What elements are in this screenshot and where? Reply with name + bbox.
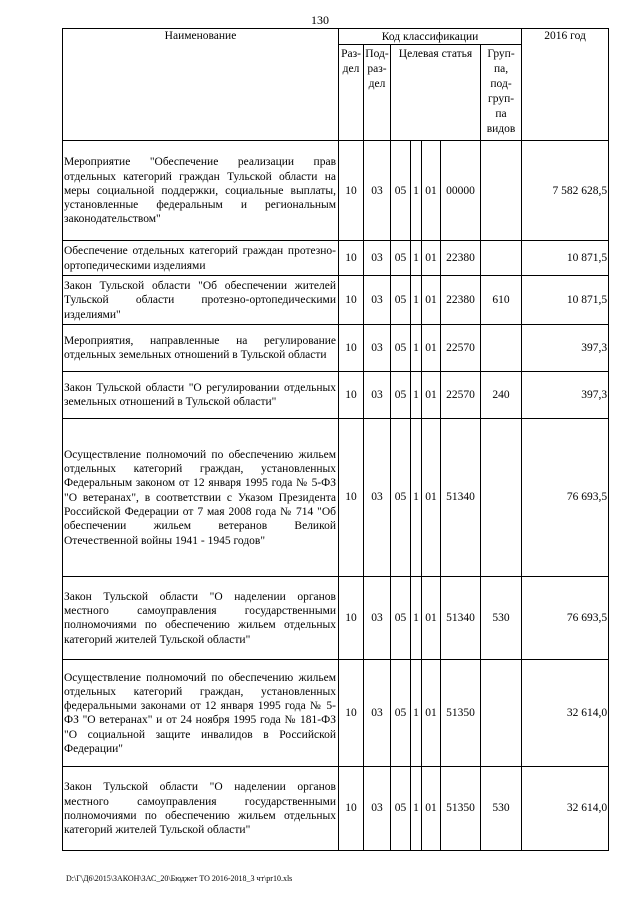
row-target-event: 01 bbox=[422, 659, 441, 766]
row-target-direction: 22380 bbox=[441, 241, 481, 276]
row-sum: 10 871,5 bbox=[522, 276, 609, 325]
row-target-program: 05 bbox=[391, 576, 411, 659]
row-target-event: 01 bbox=[422, 241, 441, 276]
row-group bbox=[481, 141, 522, 241]
row-target-program: 05 bbox=[391, 241, 411, 276]
table-row bbox=[63, 659, 609, 766]
header-year: 2016 год bbox=[522, 29, 609, 141]
row-podrazdel: 03 bbox=[364, 371, 391, 418]
row-razdel: 10 bbox=[339, 324, 364, 371]
row-target-event: 01 bbox=[422, 418, 441, 576]
row-sum: 32 614,0 bbox=[522, 766, 609, 850]
header-razdel: Раз- дел bbox=[339, 45, 364, 141]
row-target-subprogram: 1 bbox=[411, 276, 422, 325]
row-target-program: 05 bbox=[391, 659, 411, 766]
row-target-program: 05 bbox=[391, 418, 411, 576]
row-target-program: 05 bbox=[391, 141, 411, 241]
row-sum: 10 871,5 bbox=[522, 241, 609, 276]
header-group: Груп- па, под- груп- па видов bbox=[481, 45, 522, 141]
header-name: Наименование bbox=[63, 29, 339, 141]
row-podrazdel: 03 bbox=[364, 141, 391, 241]
row-podrazdel: 03 bbox=[364, 418, 391, 576]
row-razdel: 10 bbox=[339, 141, 364, 241]
page-number: 130 bbox=[311, 13, 329, 27]
row-target-event: 01 bbox=[422, 371, 441, 418]
row-sum: 32 614,0 bbox=[522, 659, 609, 766]
row-target-program: 05 bbox=[391, 324, 411, 371]
row-target-direction: 51350 bbox=[441, 659, 481, 766]
row-target-event: 01 bbox=[422, 141, 441, 241]
row-name: Закон Тульской области "О наделении органов местного самоуправления государственными полномочиями по обеспечению жильем отдельных категорий жителей Тульской области" bbox=[63, 576, 339, 659]
table-row bbox=[63, 241, 609, 276]
row-target-subprogram: 1 bbox=[411, 766, 422, 850]
budget-table bbox=[62, 28, 609, 851]
row-group: 610 bbox=[481, 276, 522, 325]
row-name: Закон Тульской области "О наделении органов местного самоуправления государственными полномочиями по обеспечению жильем отдельных категорий жителей Тульской области" bbox=[63, 766, 339, 850]
row-podrazdel: 03 bbox=[364, 576, 391, 659]
row-target-event: 01 bbox=[422, 276, 441, 325]
row-target-direction: 51340 bbox=[441, 576, 481, 659]
table-row bbox=[63, 576, 609, 659]
row-razdel: 10 bbox=[339, 659, 364, 766]
row-sum: 7 582 628,5 bbox=[522, 141, 609, 241]
row-target-subprogram: 1 bbox=[411, 576, 422, 659]
row-target-direction: 51350 bbox=[441, 766, 481, 850]
row-target-subprogram: 1 bbox=[411, 141, 422, 241]
row-group: 240 bbox=[481, 371, 522, 418]
table-body bbox=[63, 141, 609, 851]
row-target-direction: 22570 bbox=[441, 324, 481, 371]
row-razdel: 10 bbox=[339, 418, 364, 576]
row-name: Обеспечение отдельных категорий граждан протезно-ортопедическими изделиями bbox=[63, 241, 339, 276]
row-podrazdel: 03 bbox=[364, 659, 391, 766]
row-target-direction: 00000 bbox=[441, 141, 481, 241]
row-target-program: 05 bbox=[391, 371, 411, 418]
row-target-subprogram: 1 bbox=[411, 324, 422, 371]
table-row bbox=[63, 371, 609, 418]
row-name: Закон Тульской области "Об обеспечении жителей Тульской области протезно-ортопедическими изделиями" bbox=[63, 276, 339, 325]
row-razdel: 10 bbox=[339, 766, 364, 850]
row-target-program: 05 bbox=[391, 766, 411, 850]
row-target-direction: 22570 bbox=[441, 371, 481, 418]
row-target-event: 01 bbox=[422, 576, 441, 659]
row-target-subprogram: 1 bbox=[411, 371, 422, 418]
table-row bbox=[63, 141, 609, 241]
row-razdel: 10 bbox=[339, 276, 364, 325]
row-podrazdel: 03 bbox=[364, 324, 391, 371]
row-target-direction: 51340 bbox=[441, 418, 481, 576]
row-target-subprogram: 1 bbox=[411, 659, 422, 766]
row-target-program: 05 bbox=[391, 276, 411, 325]
row-group bbox=[481, 241, 522, 276]
footer-file-path: D:\Г\Д6\2015\ЗАКОН\ЗАС_20\Бюджет ТО 2016-2018_3 чт\pr10.xls bbox=[66, 874, 293, 883]
row-target-subprogram: 1 bbox=[411, 418, 422, 576]
row-razdel: 10 bbox=[339, 371, 364, 418]
row-sum: 397,3 bbox=[522, 324, 609, 371]
row-podrazdel: 03 bbox=[364, 766, 391, 850]
row-target-direction: 22380 bbox=[441, 276, 481, 325]
table-row bbox=[63, 276, 609, 325]
row-name: Мероприятия, направленные на регулирование отдельных земельных отношений в Тульской области bbox=[63, 324, 339, 371]
row-name: Осуществление полномочий по обеспечению жильем отдельных категорий граждан, установленных федеральными законами от 12 января 1995 года № 5-ФЗ "О ветеранах" и от 24 ноября 1995 года № 181-ФЗ "О социальной защите инвалидов в Российской Федерации" bbox=[63, 659, 339, 766]
row-sum: 76 693,5 bbox=[522, 576, 609, 659]
row-target-event: 01 bbox=[422, 766, 441, 850]
table-row bbox=[63, 324, 609, 371]
row-name: Закон Тульской области "О регулировании отдельных земельных отношений в Тульской области" bbox=[63, 371, 339, 418]
header-classification: Код классификации bbox=[339, 29, 522, 45]
row-group bbox=[481, 324, 522, 371]
row-razdel: 10 bbox=[339, 241, 364, 276]
row-group bbox=[481, 418, 522, 576]
header-podrazdel: Под- раз- дел bbox=[364, 45, 391, 141]
row-target-event: 01 bbox=[422, 324, 441, 371]
row-podrazdel: 03 bbox=[364, 241, 391, 276]
row-name: Осуществление полномочий по обеспечению жильем отдельных категорий граждан, установленных Федеральным законом от 12 января 1995 года № 5-ФЗ "О ветеранах", в соответствии с Указом Президента Российской Федерации от 7 мая 2008 года № 714 "Об обеспечении жильем ветеранов Великой Отечественной войны 1941 - 1945 годов" bbox=[63, 418, 339, 576]
row-group: 530 bbox=[481, 766, 522, 850]
row-group bbox=[481, 659, 522, 766]
row-group: 530 bbox=[481, 576, 522, 659]
header-target: Целевая статья bbox=[391, 45, 481, 141]
table-row bbox=[63, 766, 609, 850]
row-name: Мероприятие "Обеспечение реализации прав отдельных категорий граждан Тульской области на меры социальной поддержки, социальные выплаты, установленные федеральным и региональным законодательством" bbox=[63, 141, 339, 241]
row-razdel: 10 bbox=[339, 576, 364, 659]
row-sum: 76 693,5 bbox=[522, 418, 609, 576]
table-row bbox=[63, 418, 609, 576]
row-sum: 397,3 bbox=[522, 371, 609, 418]
row-target-subprogram: 1 bbox=[411, 241, 422, 276]
row-podrazdel: 03 bbox=[364, 276, 391, 325]
